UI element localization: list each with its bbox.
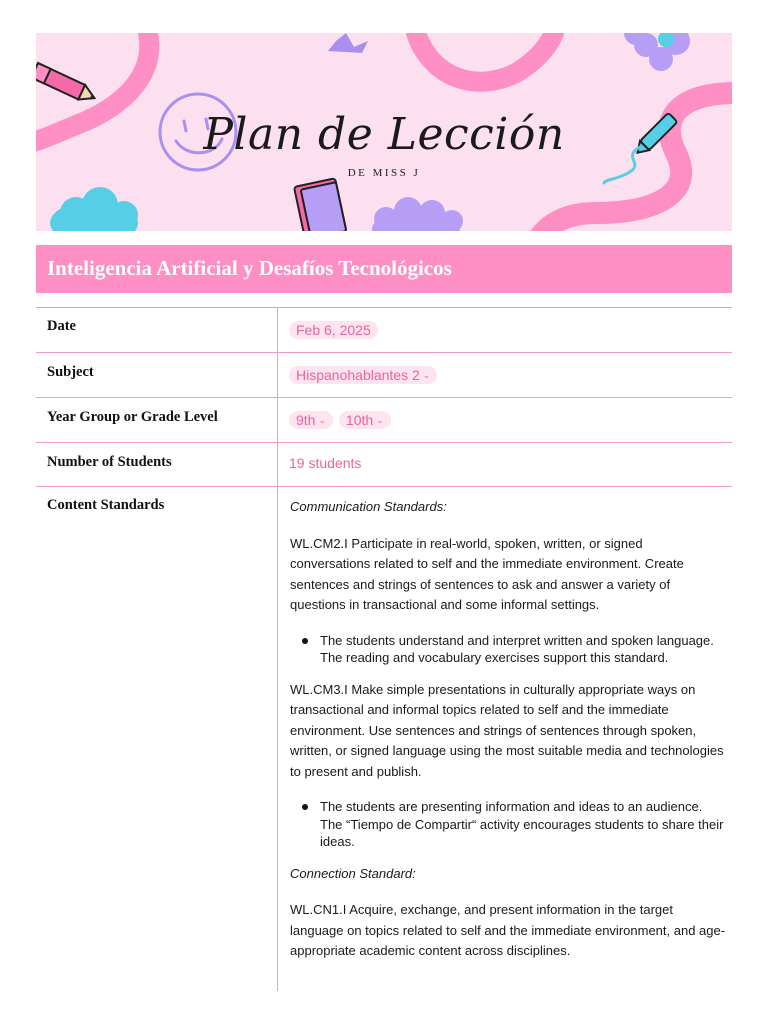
pink-ribbon-top — [416, 33, 556, 82]
grade-dropdown-9th[interactable] — [289, 411, 333, 429]
table-row-students — [36, 442, 732, 487]
table-row-grade — [36, 397, 732, 443]
bullet-cm3 — [290, 798, 726, 851]
standards-content: Communication Standards: WL.CM2.I Participate in real-world, spoken, written, or signed conversations related to self and the immediate environment. Create sentences and strings of sentences to ask and answer a variety of questions in transactional and some informal settings. The students understand and interpret written and spoken language. The reading and vocabulary exercises support this standard. WL.CM3.I Make simple presentations in culturally appropriate ways on transactional and informal topics related to self and the immediate environment. Use sentences and strings of sentences through spoken, written, or signed language using the most suitable media and technologies to present and publish. The students are presenting information and ideas to an audience. The “Tiempo de Compartir“ activity encourages students to share their ideas. Connection Standard: WL.CN1.I Acquire, exchange, and present information in the target language on topics related to self and the immediate environment, and age-appropriate academic content across disciplines. — [290, 497, 726, 962]
table-row-date — [36, 307, 732, 353]
chevron-down-icon: ⌄ — [376, 415, 384, 425]
subject-dropdown[interactable] — [289, 366, 437, 384]
standard-cn1: WL.CN1.I Acquire, exchange, and present information in the target language on topics related to self and the immediate environment, and age-appropriate academic content across disciplines. — [290, 902, 726, 958]
standards-label: Content Standards — [47, 497, 165, 513]
bullet-cm3-text: The students are presenting information and ideas to an audience. The “Tiempo de Compartir“ activity encourages students to share their ideas. — [320, 799, 724, 849]
grade-label: Year Group or Grade Level — [47, 409, 218, 425]
banner-subtitle: DE MISS J — [347, 167, 421, 179]
bullet-cm2 — [290, 632, 726, 667]
students-value: 19 students — [289, 455, 362, 471]
grade-value: 9th — [296, 412, 316, 428]
subject-label: Subject — [47, 364, 94, 380]
communication-heading: Communication Standards — [290, 499, 444, 514]
table-row-subject — [36, 352, 732, 398]
header-banner — [36, 33, 732, 231]
table-column-divider — [277, 307, 278, 991]
grade-value: 10th — [345, 412, 374, 428]
bullet-dot — [302, 804, 308, 810]
grade-dropdown-10th[interactable] — [339, 411, 391, 429]
book-icon — [294, 178, 346, 231]
pencil-icon — [36, 63, 98, 105]
subject-value: Hispanohablantes 2 — [296, 367, 420, 383]
date-chip[interactable]: Feb 6, 2025 — [289, 321, 378, 339]
star-icon — [328, 33, 368, 53]
bullet-dot — [302, 638, 308, 644]
standard-cm3: WL.CM3.I Make simple presentations in culturally appropriate ways on transactional and informal topics related to self and the immediate environment. Use sentences and strings of sentences through spoken, written, or signed language using the most suitable media and technologies to present and publish. — [290, 681, 724, 779]
students-label: Number of Students — [47, 454, 172, 470]
purple-cloud-icon — [372, 197, 463, 231]
bullet-cm2-text: The students understand and interpret written and spoken language. The reading and vocabulary exercises support this standard. — [320, 632, 714, 665]
blue-cloud-icon — [50, 187, 138, 231]
lesson-title: Inteligencia Artificial y Desafíos Tecnológicos — [36, 245, 732, 293]
standard-cm2: WL.CM2.I Participate in real-world, spoken, written, or signed conversations related to self and the immediate environment. Create sentences and strings of sentences to ask and answer a variety of questions in transactional and some informal settings. — [290, 535, 684, 612]
date-label: Date — [47, 318, 76, 334]
chevron-down-icon: ⌄ — [422, 370, 431, 380]
chevron-down-icon: ⌄ — [318, 415, 327, 425]
connection-heading: Connection Standard — [290, 865, 413, 881]
flower-icon — [624, 33, 690, 71]
banner-title: Plan de Lección — [203, 109, 565, 160]
